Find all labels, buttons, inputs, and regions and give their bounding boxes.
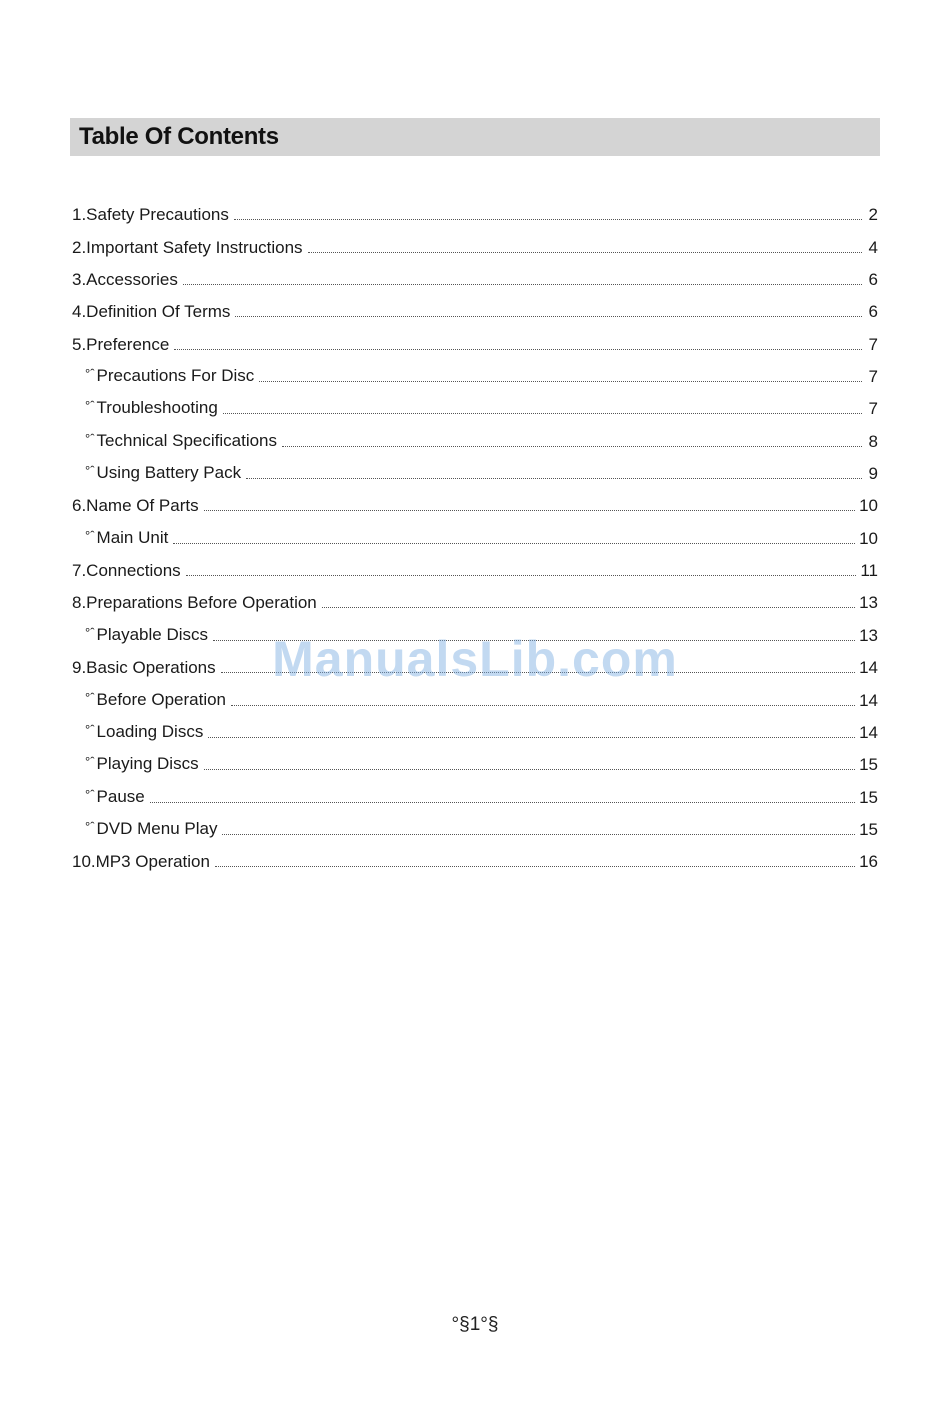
- sub-entry-bullet-icon: °ˆ: [85, 366, 95, 382]
- dot-leader: [259, 381, 862, 382]
- dot-leader: [308, 252, 862, 253]
- toc-entry-label: [72, 238, 303, 258]
- toc-entry-text: 8.Preparations Before Operation: [72, 593, 317, 613]
- toc-entry[interactable]: [72, 581, 878, 613]
- table-of-contents: [72, 193, 878, 872]
- dot-leader: [186, 575, 857, 576]
- toc-entry-text: 3.Accessories: [72, 270, 178, 290]
- sub-entry-bullet-icon: °ˆ: [85, 624, 95, 640]
- dot-leader: [282, 446, 862, 447]
- sub-entry-bullet-icon: °ˆ: [85, 430, 95, 446]
- toc-entry-label: [72, 690, 226, 711]
- toc-entry-label: [72, 496, 199, 516]
- page-title: Table Of Contents: [79, 123, 279, 150]
- toc-entry-label: [72, 852, 210, 872]
- toc-page-number: 10: [859, 528, 878, 548]
- toc-page-number: 6: [868, 270, 878, 290]
- toc-entry-text: 4.Definition Of Terms: [72, 302, 231, 322]
- toc-page-number: 13: [859, 625, 878, 645]
- dot-leader: [173, 543, 855, 544]
- toc-entry-text: Main Unit: [96, 527, 169, 547]
- toc-entry-label: [72, 302, 230, 322]
- toc-entry[interactable]: [72, 355, 878, 387]
- page-number-footer: °§1°§: [451, 1314, 499, 1335]
- toc-page-number: 15: [859, 819, 878, 839]
- toc-entry-label: [72, 754, 199, 775]
- sub-entry-bullet-icon: °ˆ: [85, 527, 95, 543]
- toc-entry[interactable]: [72, 711, 878, 743]
- toc-page-number: 8: [868, 431, 878, 451]
- toc-entry[interactable]: [72, 808, 878, 840]
- sub-entry-bullet-icon: °ˆ: [85, 786, 95, 802]
- toc-entry-text: Technical Specifications: [96, 430, 278, 450]
- dot-leader: [150, 802, 855, 803]
- toc-page-number: 7: [868, 334, 878, 354]
- toc-page-number: 6: [868, 302, 878, 322]
- toc-entry-label: [72, 398, 218, 419]
- toc-entry-label: [72, 528, 168, 549]
- dot-leader: [246, 478, 862, 479]
- toc-entry-text: Using Battery Pack: [96, 463, 242, 483]
- dot-leader: [183, 284, 862, 285]
- toc-page-number: 7: [868, 399, 878, 419]
- dot-leader: [208, 737, 855, 738]
- sub-entry-bullet-icon: °ˆ: [85, 818, 95, 834]
- toc-entry-text: 7.Connections: [72, 561, 181, 581]
- toc-entry-text: 6.Name Of Parts: [72, 496, 199, 516]
- watermark: ManualsLib.com: [272, 631, 678, 687]
- dot-leader: [174, 349, 862, 350]
- sub-entry-bullet-icon: °ˆ: [85, 721, 95, 737]
- title-bar: [70, 118, 880, 156]
- toc-page-number: 16: [859, 852, 878, 872]
- toc-page-number: 7: [868, 367, 878, 387]
- toc-page-number: 14: [859, 690, 878, 710]
- toc-page-number: 15: [859, 755, 878, 775]
- toc-entry[interactable]: [72, 516, 878, 548]
- toc-entry[interactable]: [72, 419, 878, 451]
- toc-page-number: 9: [868, 464, 878, 484]
- toc-entry-text: Loading Discs: [96, 721, 204, 741]
- toc-entry-text: Playable Discs: [96, 624, 209, 644]
- toc-entry[interactable]: [72, 775, 878, 807]
- toc-entry[interactable]: [72, 452, 878, 484]
- toc-page-number: 14: [859, 722, 878, 742]
- dot-leader: [204, 769, 856, 770]
- toc-page-number: 15: [859, 787, 878, 807]
- toc-entry-text: Playing Discs: [96, 754, 199, 774]
- toc-entry-label: [72, 366, 254, 387]
- toc-entry-label: [72, 335, 169, 355]
- toc-entry-text: 2.Important Safety Instructions: [72, 237, 303, 257]
- toc-page-number: 10: [859, 496, 878, 516]
- toc-entry-label: [72, 787, 145, 808]
- dot-leader: [204, 510, 855, 511]
- toc-entry-label: [72, 593, 317, 613]
- dot-leader: [231, 705, 855, 706]
- toc-entry-label: [72, 270, 178, 290]
- toc-entry-text: Troubleshooting: [96, 398, 218, 418]
- sub-entry-bullet-icon: °ˆ: [85, 463, 95, 479]
- toc-entry-text: 5.Preference: [72, 334, 170, 354]
- toc-entry-label: [72, 431, 277, 452]
- toc-entry[interactable]: [72, 484, 878, 516]
- toc-entry-text: Before Operation: [96, 689, 226, 709]
- toc-entry-label: [72, 819, 217, 840]
- toc-entry-label: [72, 205, 229, 225]
- sub-entry-bullet-icon: °ˆ: [85, 754, 95, 770]
- toc-entry[interactable]: [72, 549, 878, 581]
- toc-page-number: 2: [868, 205, 878, 225]
- toc-entry-label: [72, 561, 181, 581]
- toc-entry-text: 1.Safety Precautions: [72, 205, 229, 225]
- toc-entry[interactable]: [72, 322, 878, 354]
- dot-leader: [234, 219, 862, 220]
- dot-leader: [222, 834, 855, 835]
- toc-entry-text: Pause: [96, 786, 145, 806]
- dot-leader: [223, 413, 862, 414]
- toc-entry-label: [72, 722, 203, 743]
- toc-page-number: 14: [859, 658, 878, 678]
- toc-entry[interactable]: [72, 225, 878, 257]
- toc-entry-text: 10.MP3 Operation: [72, 852, 210, 872]
- toc-entry[interactable]: [72, 290, 878, 322]
- toc-entry[interactable]: [72, 193, 878, 225]
- sub-entry-bullet-icon: °ˆ: [85, 398, 95, 414]
- dot-leader: [215, 866, 855, 867]
- toc-entry[interactable]: [72, 387, 878, 419]
- toc-page-number: 13: [859, 593, 878, 613]
- toc-page-number: 11: [860, 561, 878, 581]
- sub-entry-bullet-icon: °ˆ: [85, 689, 95, 705]
- toc-entry-text: Precautions For Disc: [96, 366, 255, 386]
- toc-entry[interactable]: [72, 258, 878, 290]
- toc-entry[interactable]: [72, 840, 878, 872]
- toc-page-number: 4: [868, 237, 878, 257]
- toc-entry[interactable]: [72, 743, 878, 775]
- toc-entry-label: [72, 463, 241, 484]
- dot-leader: [322, 607, 855, 608]
- dot-leader: [235, 316, 862, 317]
- toc-entry-text: DVD Menu Play: [96, 818, 218, 838]
- toc-entry-text: 9.Basic Operations: [72, 658, 216, 678]
